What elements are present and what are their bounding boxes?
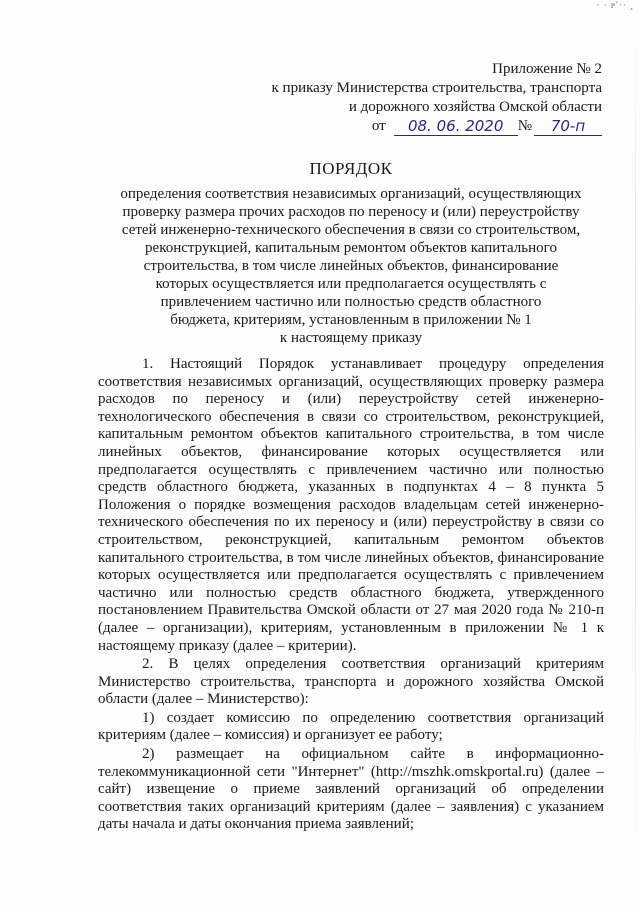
- subtitle-line: строительства, в том числе линейных объектов, финансирование: [143, 258, 559, 274]
- subtitle-line: привлечением частично или полностью средств областного: [160, 294, 542, 310]
- paragraph-2-item-2: 2) размещает на официальном сайте в информационно-телекоммуникационной сети "Интернет" (http://mszhk.omskportal.ru) (далее – сайт) извещение о приеме заявлений организаций об определении соответствия таких организаций критериям (далее – заявления) с указанием даты начала и даты окончания приема заявлений;: [98, 746, 604, 833]
- subtitle-line: сетей инженерно-технического обеспечения в связи со строительством,: [121, 222, 581, 238]
- document-body: [98, 356, 604, 835]
- number-label: №: [517, 118, 532, 134]
- paragraph-2: 2. В целях определения соответствия организаций критериям Министерство строительства, транспорта и дорожного хозяйства Омской области (далее – Министерство):: [98, 656, 604, 708]
- order-date-handwritten: 08. 06. 2020: [394, 118, 518, 136]
- ministry-name: и дорожного хозяйства Омской области: [348, 99, 602, 115]
- document-title: ПОРЯДОК: [309, 159, 393, 178]
- document-title-block: [98, 160, 604, 347]
- order-date-line: [202, 117, 602, 136]
- paragraph-2-item-1: 1) создает комиссию по определению соответствия организаций критериям (далее – комиссия) и организует ее работу;: [98, 709, 604, 744]
- subtitle-line: реконструкцией, капитальным ремонтом объектов капитального: [145, 240, 557, 256]
- subtitle-line: определения соответствия независимых организаций, осуществляющих: [120, 186, 582, 202]
- from-label: от: [371, 118, 386, 134]
- subtitle-line: бюджета, критериям, установленным в приложении № 1: [170, 312, 532, 328]
- appendix-header: [202, 60, 602, 136]
- order-number-handwritten: 70-п: [534, 118, 602, 136]
- subtitle-line: к настоящему приказу: [279, 330, 423, 346]
- subtitle-line: которых осуществляется или предполагается осуществлять с: [155, 276, 547, 292]
- scan-edge-line: [635, 0, 636, 905]
- paragraph-1: 1. Настоящий Порядок устанавливает процедуру определения соответствия независимых организаций, осуществляющих проверку размера расходов по переносу и (или) переустройству сетей инженерно-технологического обеспечения в связи со строительством, реконструкцией, капитальным ремонтом объектов капитального строительства, в том числе линейных объектов, финансирование которых осуществляется или предполагается осуществлять с привлечением частично или полностью средств областного бюджета, указанных в подпунктах 4 – 8 пункта 5 Положения о порядке возмещения расходов владельцам сетей инженерно-технического обеспечения по их переносу и (или) переустройству в связи со строительством, реконструкцией, капитальным ремонтом объектов капитального строительства, в том числе линейных объектов, финансирование которых осуществляется или предполагается осуществлять с привлечением частично или полностью средств областного бюджета, утвержденного постановлением Правительства Омской области от 27 мая 2020 года № 210-п (далее – организации), критериям, установленным в приложении № 1 к настоящему приказу (далее – критерии).: [98, 356, 604, 654]
- appendix-number: Приложение № 2: [492, 61, 602, 77]
- scan-artifact: · · ᴘ'·· ¸: [596, 0, 634, 10]
- order-reference: к приказу Министерства строительства, транспорта: [271, 80, 602, 96]
- subtitle-line: проверку размера прочих расходов по переносу и (или) переустройству: [122, 204, 580, 220]
